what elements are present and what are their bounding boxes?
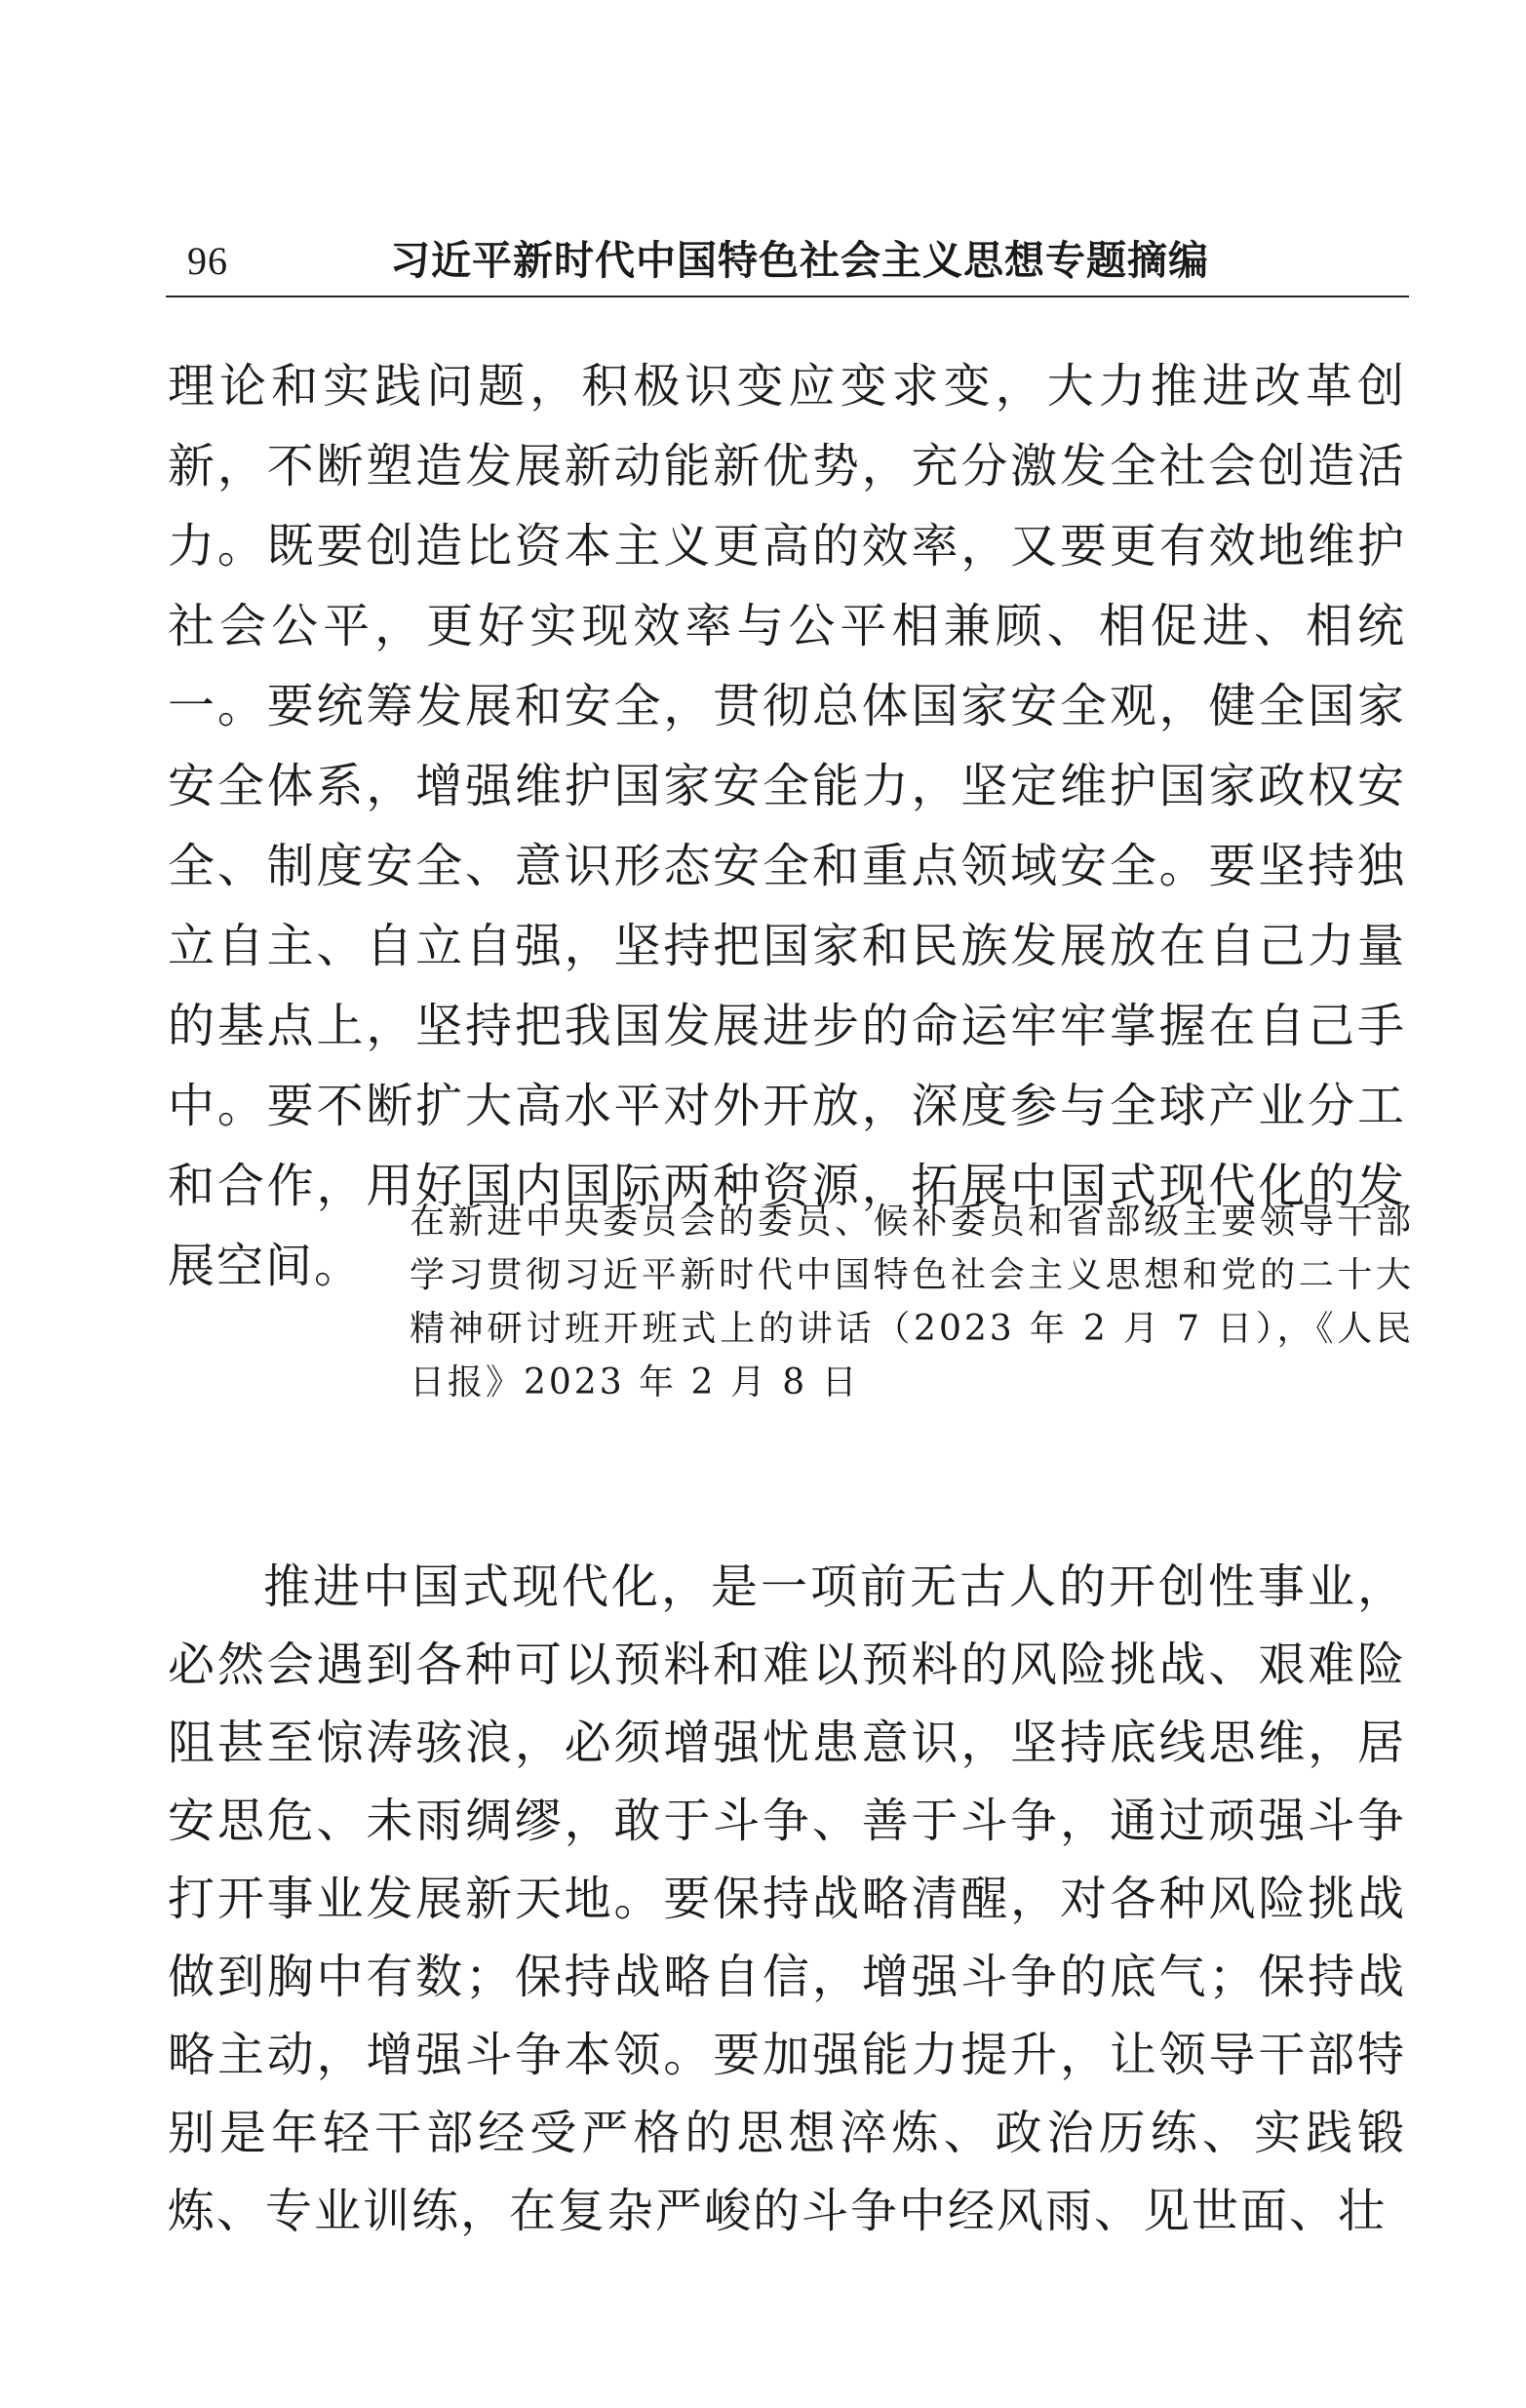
header-divider	[166, 296, 1409, 297]
running-title: 习近平新时代中国特色社会主义思想专题摘编	[390, 237, 1209, 284]
body-paragraph-1: 理论和实践问题，积极识变应变求变，大力推进改革创新，不断塑造发展新动能新优势，充分激发全社会创造活力。既要创造比资本主义更高的效率，又要更有效地维护社会公平，更好实现效率与公平相兼顾、相促进、相统一。要统筹发展和安全，贯彻总体国家安全观，健全国家安全体系，增强维护国家安全能力，坚定维护国家政权安全、制度安全、意识形态安全和重点领域安全。要坚持独立自主、自立自强，坚持把国家和民族发展放在自己力量的基点上，坚持把我国发展进步的命运牢牢掌握在自己手中。要不断扩大高水平对外开放，深度参与全球产业分工和合作，用好国内国际两种资源，拓展中国式现代化的发展空间。	[168, 359, 1406, 1293]
source-citation: 在新进中央委员会的委员、候补委员和省部级主要领导干部学习贯彻习近平新时代中国特色社会主义思想和党的二十大精神研讨班开班式上的讲话（2023 年 2 月 7 日），《人民日报》2023 年 2 月 8 日	[410, 1202, 1414, 1402]
page-header	[166, 232, 1409, 291]
page-number: 96	[187, 239, 228, 283]
body-paragraph-2: 推进中国式现代化，是一项前无古人的开创性事业，必然会遇到各种可以预料和难以预料的风险挑战、艰难险阻甚至惊涛骇浪，必须增强忧患意识，坚持底线思维，居安思危、未雨绸缪，敢于斗争、善于斗争，通过顽强斗争打开事业发展新天地。要保持战略清醒，对各种风险挑战做到胸中有数；保持战略自信，增强斗争的底气；保持战略主动，增强斗争本领。要加强能力提升，让领导干部特别是年轻干部经受严格的思想淬炼、政治历练、实践锻炼、专业训练，在复杂严峻的斗争中经风雨、见世面、壮	[168, 1559, 1406, 2238]
